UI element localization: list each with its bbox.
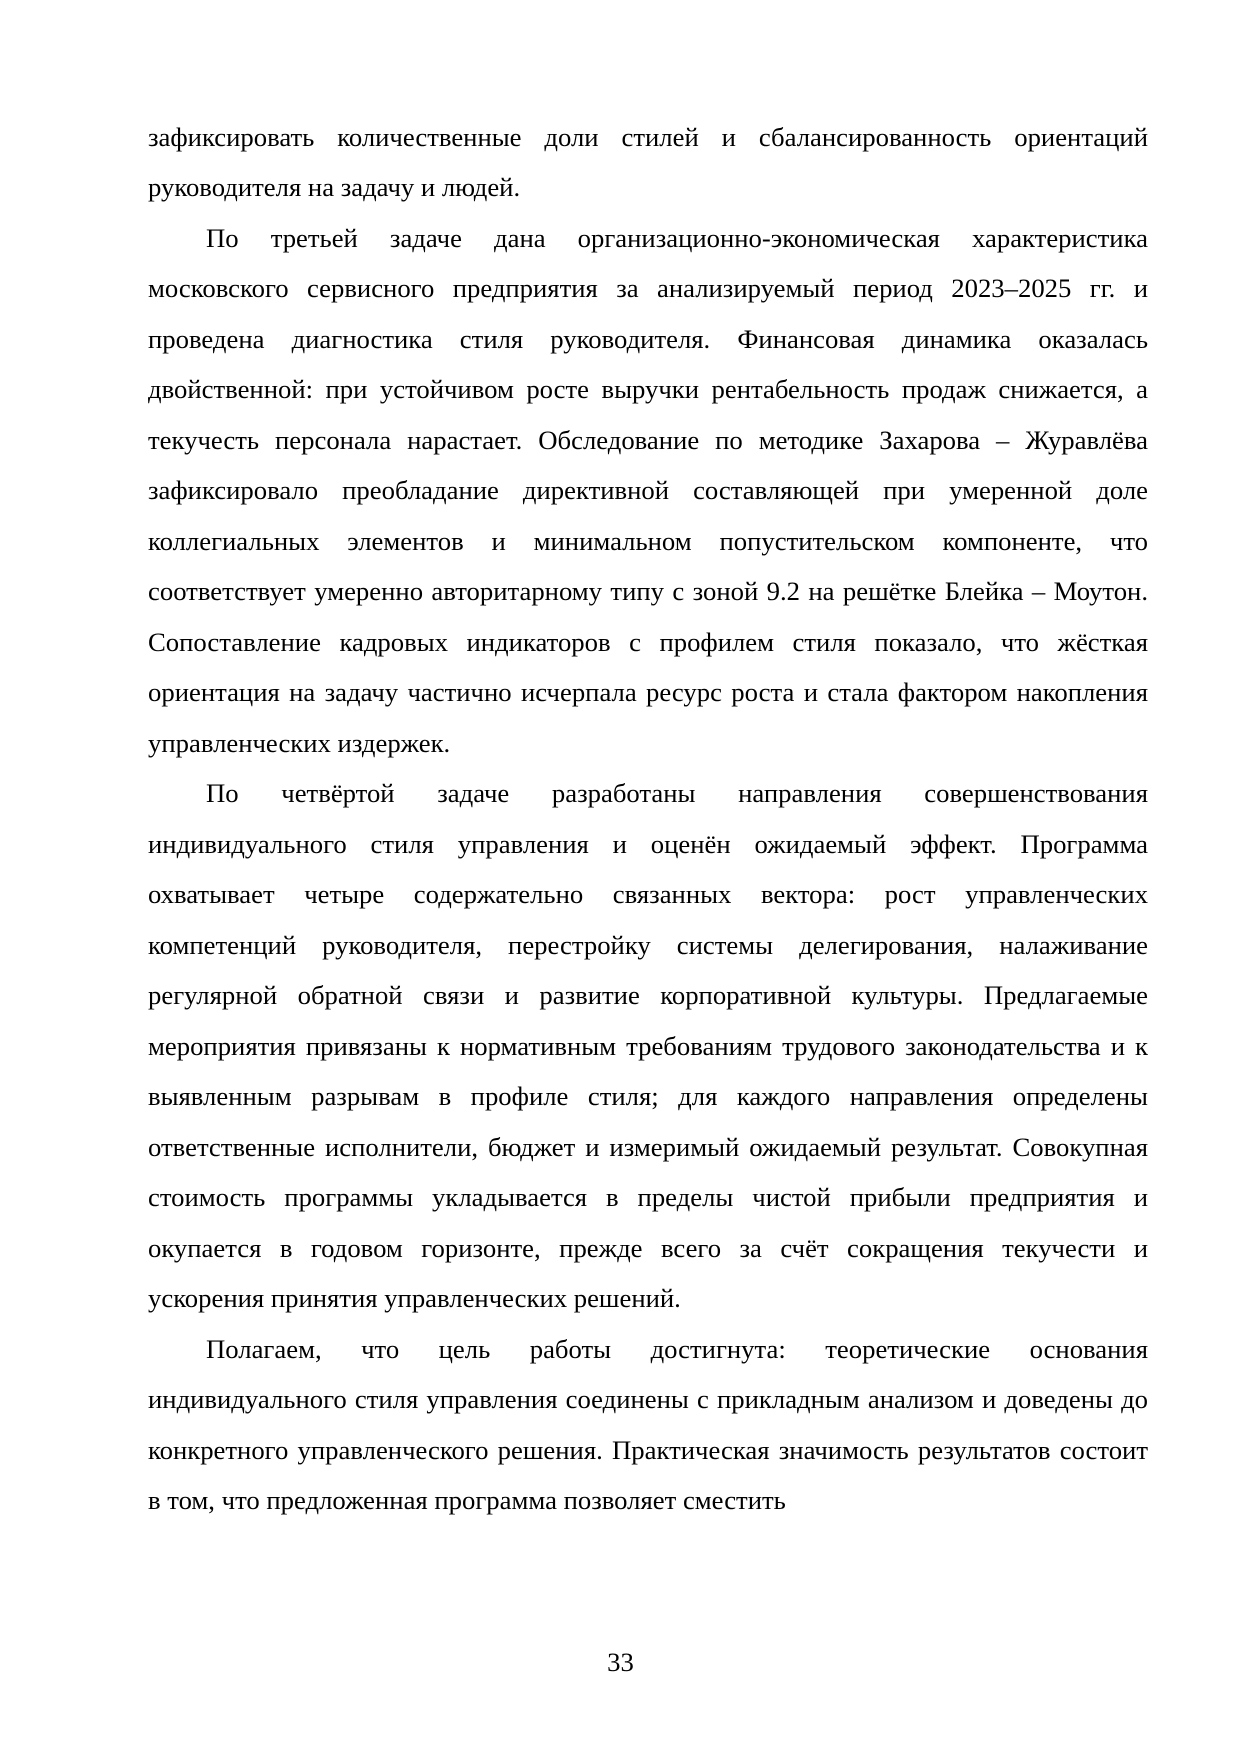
paragraph-conclusion: Полагаем, что цель работы достигнута: теоретические основания индивидуального стиля управления соединены с прикладным анализом и доведены до конкретного управленческого решения. Практическая значимость результатов состоит в том, что предложенная программа позволяет сместить [148, 1333, 1148, 1515]
page-number: 33 [607, 1647, 634, 1677]
paragraph-task-four: По четвёртой задаче разработаны направления совершенствования индивидуального стиля управления и оценён ожидаемый эффект. Программа охватывает четыре содержательно связанных вектора: рост управленческих компетенций руководителя, перестройку системы делегирования, налаживание регулярной обратной связи и развитие корпоративной культуры. Предлагаемые мероприятия привязаны к нормативным требованиям трудового законодательства и к выявленным разрывам в профиле стиля; для каждого направления определены ответственные исполнители, бюджет и измеримый ожидаемый результат. Совокупная стоимость программы укладывается в пределы чистой прибыли предприятия и окупается в годовом горизонте, прежде всего за счёт сокращения текучести и ускорения принятия управленческих решений. [148, 778, 1148, 1313]
page-body [148, 112, 1148, 1526]
paragraph-task-three: По третьей задаче дана организационно-экономическая характеристика московского сервисного предприятия за анализируемый период 2023–2025 гг. и проведена диагностика стиля руководителя. Финансовая динамика оказалась двойственной: при устойчивом росте выручки рентабельность продаж снижается, а текучесть персонала нарастает. Обследование по методике Захарова – Журавлёва зафиксировало преобладание директивной составляющей при умеренной доле коллегиальных элементов и минимальном попустительском компоненте, что соответствует умеренно авторитарному типу с зоной 9.2 на решётке Блейка – Моутон. Сопоставление кадровых индикаторов с профилем стиля показало, что жёсткая ориентация на задачу частично исчерпала ресурс роста и стала фактором накопления управленческих издержек. [148, 222, 1148, 758]
paragraph-continued: зафиксировать количественные доли стилей и сбалансированность ориентаций руководителя на задачу и людей. [148, 121, 1148, 202]
